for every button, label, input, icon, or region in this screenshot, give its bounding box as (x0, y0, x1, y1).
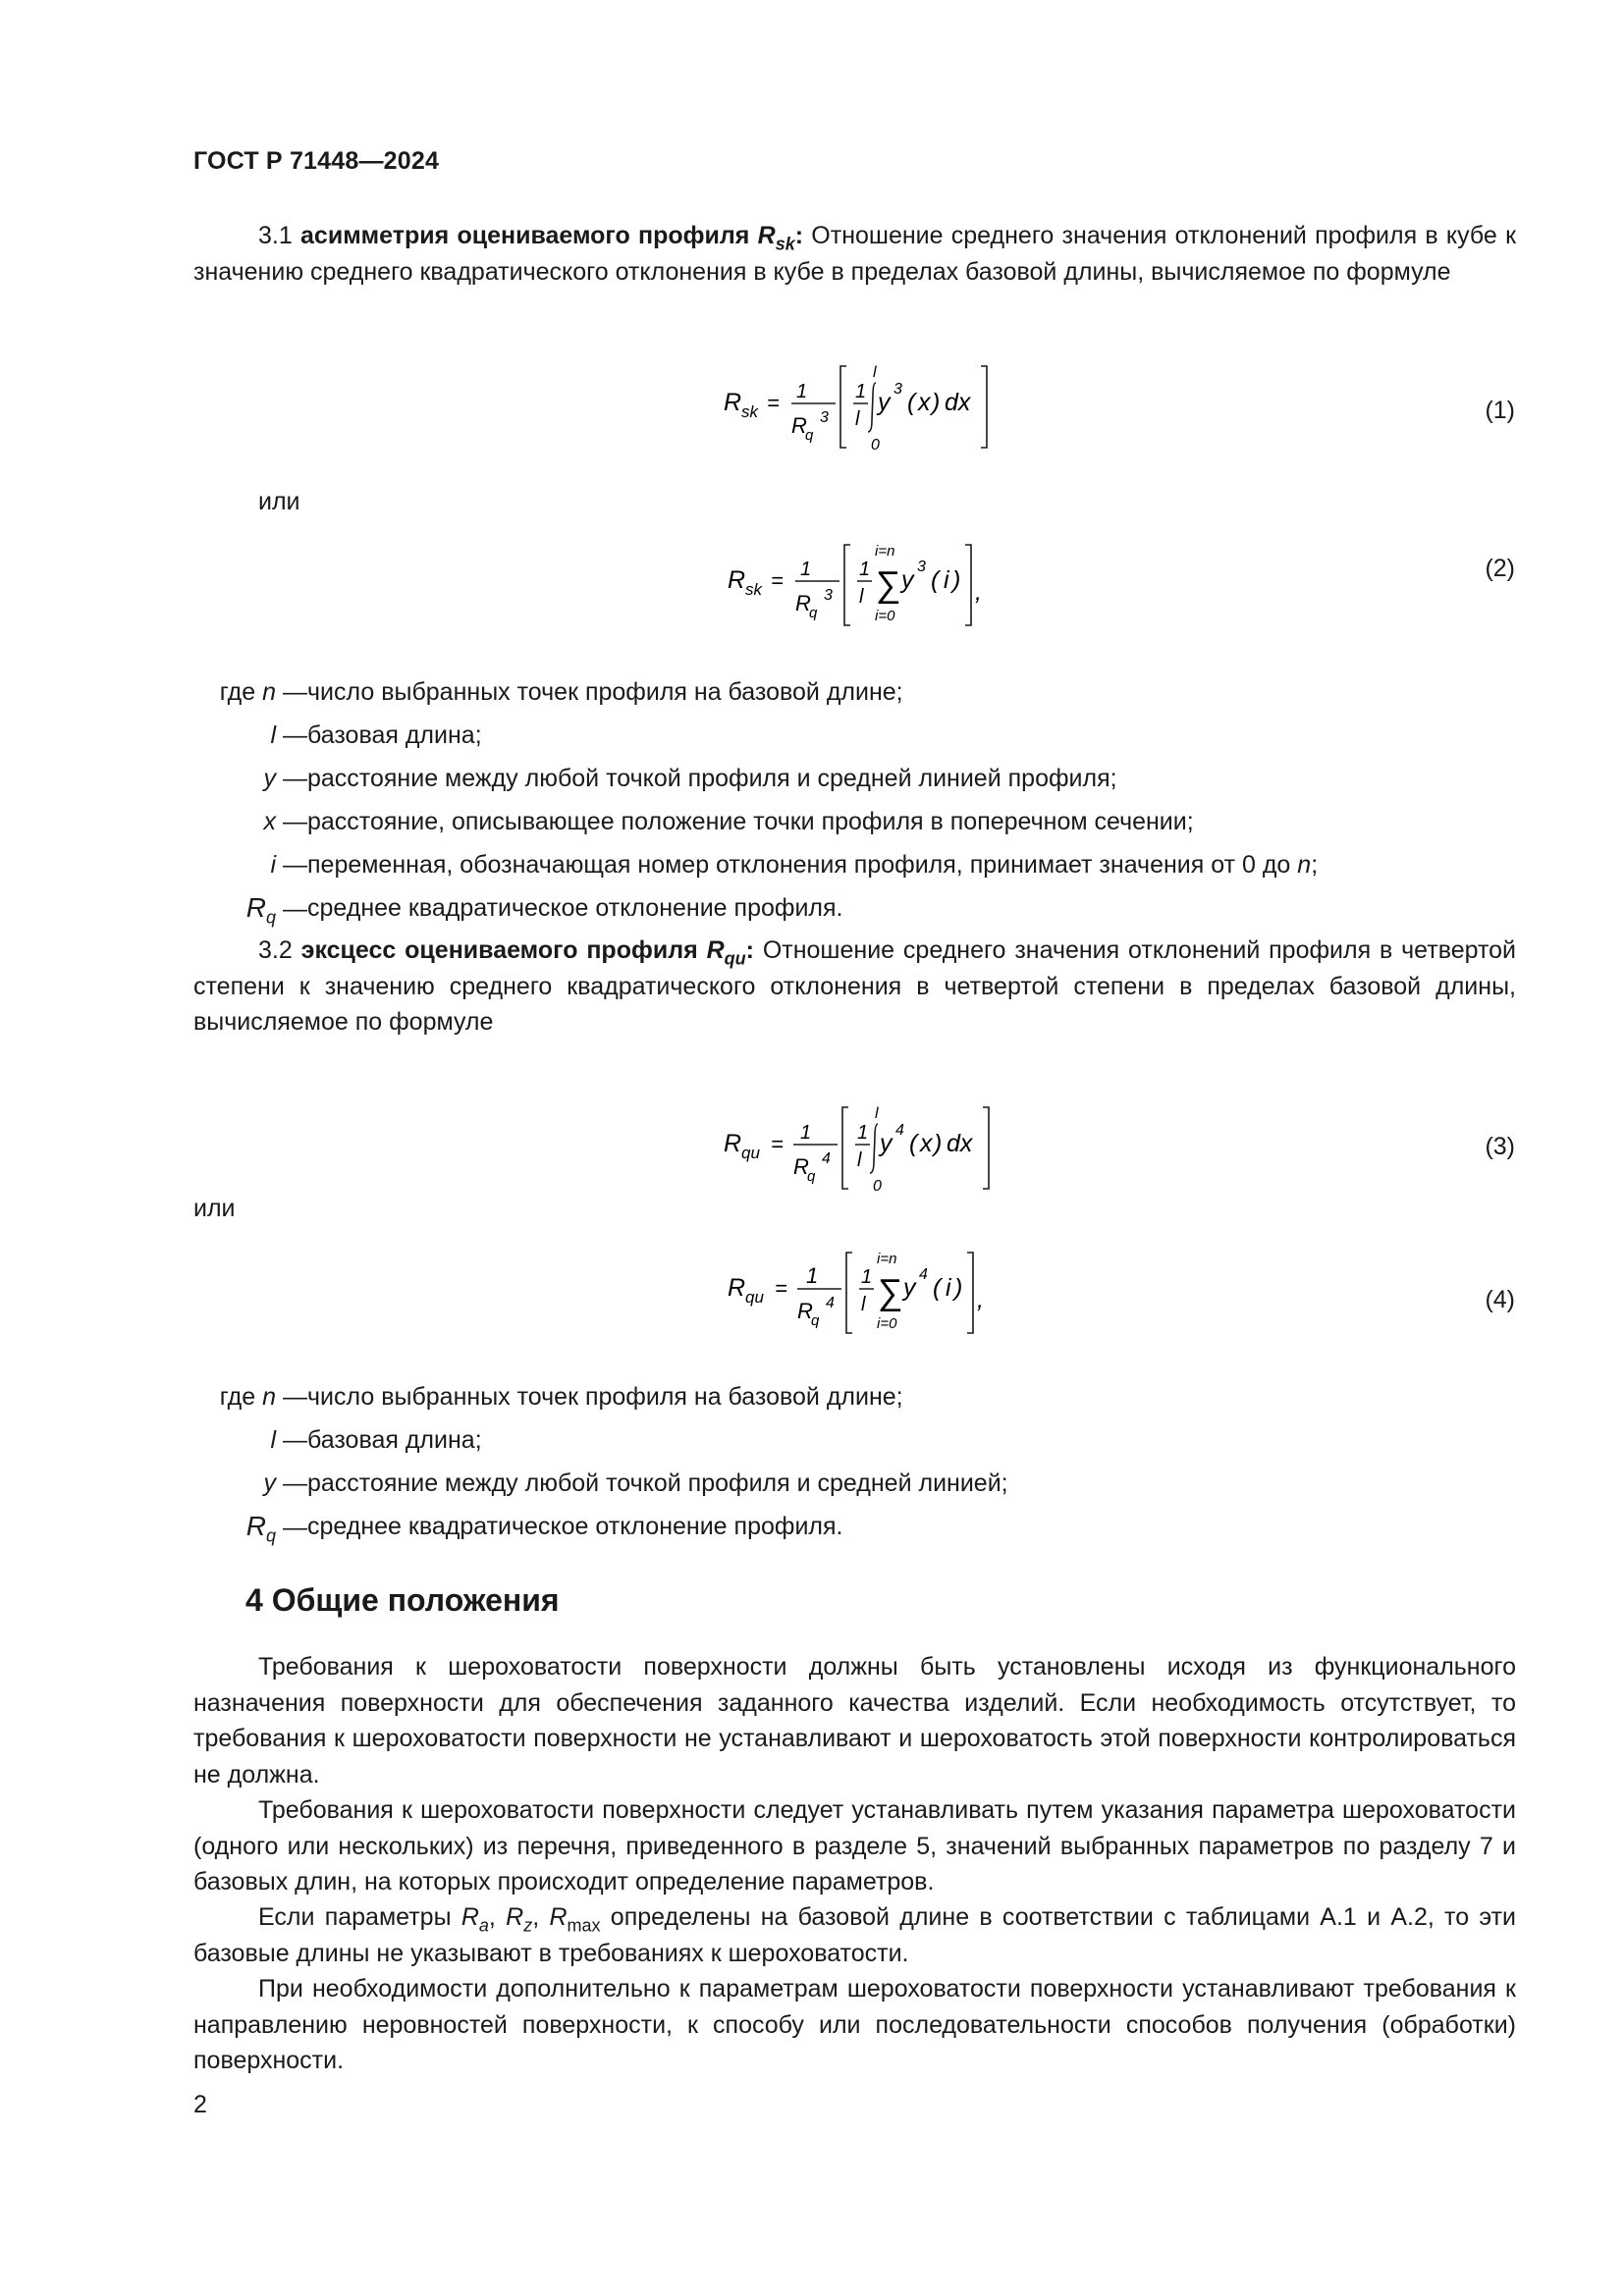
svg-text:(: ( (907, 389, 916, 416)
svg-text:(: ( (933, 1274, 942, 1302)
term-symbol: $R_{qu}$ (706, 936, 746, 969)
definitions-list-2 (193, 1375, 1516, 1548)
definition-row: $R_q$ — среднее квадратическое отклонение профиля. (245, 892, 843, 928)
svg-text:i=n: i=n (875, 543, 895, 560)
svg-text:,: , (975, 578, 982, 606)
formula-number: (3) (1485, 1133, 1515, 1160)
svg-text:i=0: i=0 (877, 1315, 897, 1332)
paragraph: Если параметры $R_a$, $R_z$, $R_{max}$ определены на базовой длине в соответствии с таблицами А.1 и А.2, то эти базовые длины не указывают в требованиях к шероховатости. (193, 1903, 1517, 1967)
svg-text:): ) (954, 1274, 963, 1302)
definition-row: y — расстояние между любой точкой профиля и средней линией; (263, 1469, 1008, 1497)
definition-row: $R_q$ — среднее квадратическое отклонение профиля. (245, 1511, 843, 1546)
term-definition: Отношение среднего значения отклонений профиля в кубе к значению среднего квадратического отклонения в кубе в пределах базовой длины, вычисляемое по формуле (193, 222, 1517, 286)
svg-text:): ) (932, 389, 941, 416)
svg-text:(: ( (931, 566, 940, 594)
paragraph: Требования к шероховатости поверхности следует устанавливать путем указания параметра шероховатости (одного или нескольких) из перечня, приведенного в разделе 5, значений выбранных параметров по разделу 7 и базовых длин, на которых происходит определение параметров. (193, 1796, 1516, 1896)
svg-text:1: 1 (796, 381, 808, 402)
svg-text:3: 3 (820, 409, 829, 426)
definition-row: где n — число выбранных точек профиля на базовой длине; (219, 1383, 903, 1411)
svg-text:i=0: i=0 (875, 608, 895, 624)
definition-row: l — базовая длина; (270, 1426, 482, 1454)
svg-text:l: l (873, 364, 877, 381)
svg-text:qu: qu (741, 1144, 760, 1162)
svg-text:dx: dx (945, 389, 971, 416)
svg-text:1: 1 (800, 1122, 812, 1144)
svg-text:∑: ∑ (875, 563, 900, 604)
svg-text:0: 0 (871, 437, 880, 454)
formula-1 (0, 361, 1624, 459)
clause-number: 3.1 (258, 222, 293, 249)
svg-text:0: 0 (873, 1178, 882, 1195)
svg-text:1: 1 (806, 1263, 819, 1288)
term-symbol: $R_{sk}$ (757, 222, 795, 254)
svg-text:1: 1 (800, 559, 812, 580)
paragraph: Требования к шероховатости поверхности должны быть установлены исходя из функционального назначения поверхности для обеспечения заданного качества изделий. Если необходимость отсутствует, то требования к шероховатости поверхности не устанавливают и шероховатость этой поверхности контролироваться не должна. (193, 1653, 1516, 1789)
svg-text:): ) (934, 1130, 943, 1157)
svg-text:sk: sk (741, 402, 758, 421)
svg-text:i: i (944, 566, 949, 594)
svg-text:4: 4 (895, 1122, 904, 1139)
svg-text:1: 1 (859, 559, 871, 580)
svg-text:∑: ∑ (877, 1271, 902, 1311)
definitions-list-1 (193, 670, 1516, 930)
svg-text:3: 3 (893, 381, 902, 398)
svg-text:1: 1 (855, 381, 867, 402)
clause-number: 3.2 (258, 936, 293, 964)
document-id: ГОСТ Р 71448—2024 (193, 147, 440, 175)
svg-text:=: = (767, 391, 780, 415)
formula-3 (0, 1102, 1624, 1201)
definition-row: x — расстояние, описывающее положение точки профиля в поперечном сечении; (263, 808, 1194, 835)
page-number: 2 (193, 2091, 207, 2118)
paragraph: При необходимости дополнительно к параметрам шероховатости поверхности устанавливают требования к направлению неровностей поверхности, к способу или последовательности способов получения (обработки) поверхности. (193, 1975, 1516, 2074)
svg-text:R: R (791, 413, 807, 438)
formula-2 (0, 535, 1624, 633)
svg-text:=: = (775, 1276, 787, 1301)
svg-text:=: = (771, 568, 784, 593)
definition-row: l — базовая длина; (270, 721, 482, 749)
svg-text:l: l (861, 1294, 866, 1315)
formula-number: (1) (1485, 397, 1515, 424)
definition-row: где n — число выбранных точек профиля на базовой длине; (219, 678, 903, 706)
svg-text:R: R (724, 389, 742, 416)
svg-text:qu: qu (745, 1288, 764, 1307)
svg-text:dx: dx (947, 1130, 973, 1157)
svg-text:3: 3 (824, 587, 833, 604)
section-heading: 4 Общие положения (245, 1582, 560, 1618)
formula-1-graphic (0, 361, 1624, 459)
svg-text:4: 4 (919, 1266, 928, 1283)
formula-4 (0, 1243, 1624, 1341)
clause-3-2: 3.2 эксцесс оцениваемого профиля $R_{qu}$: Отношение среднего значения отклонений профиля в четвертой степени к значению среднего квадратического отклонения в четвертой степени в пределах базовой длины, вычисляемое по формуле (193, 936, 1517, 1036)
svg-text:i: i (946, 1274, 951, 1302)
svg-text:R: R (797, 1299, 813, 1323)
term: асимметрия оцениваемого профиля (300, 222, 750, 249)
formula-number: (2) (1485, 555, 1515, 582)
svg-text:q: q (807, 1168, 816, 1185)
svg-text:1: 1 (857, 1122, 869, 1144)
svg-text:y: y (901, 566, 914, 594)
svg-text:): ) (952, 566, 961, 594)
formula-3-graphic (0, 1102, 1624, 1201)
svg-text:l: l (859, 586, 864, 608)
svg-text:l: l (855, 408, 860, 430)
svg-text:=: = (771, 1132, 784, 1156)
definition-row: i — переменная, обозначающая номер отклонения профиля, принимает значения от 0 до n; (270, 851, 1319, 879)
svg-text:y: y (880, 1130, 893, 1157)
svg-text:l: l (857, 1149, 862, 1171)
svg-text:1: 1 (861, 1266, 873, 1288)
svg-text:4: 4 (826, 1295, 835, 1311)
term: эксцесс оцениваемого профиля (300, 936, 698, 964)
svg-text:l: l (875, 1105, 879, 1122)
formula-2-graphic (0, 535, 1624, 633)
clause-3-1: 3.1 асимметрия оцениваемого профиля $R_{sk}$: Отношение среднего значения отклонений профиля в кубе к значению среднего квадратического отклонения в кубе в пределах базовой длины, вычисляемое по формуле (193, 222, 1517, 286)
svg-text:q: q (805, 427, 814, 444)
svg-text:3: 3 (917, 559, 926, 575)
svg-text:y: y (903, 1274, 916, 1302)
svg-text:R: R (728, 1274, 746, 1302)
svg-text:x: x (920, 1130, 933, 1157)
term-definition: Отношение среднего значения отклонений профиля в четвертой степени к значению среднего квадратического отклонения в четвертой степени в пределах базовой длины, вычисляемое по формуле (193, 936, 1517, 1036)
svg-text:x: x (918, 389, 931, 416)
svg-text:R: R (724, 1130, 742, 1157)
svg-text:R: R (795, 591, 811, 615)
svg-text:(: ( (909, 1130, 918, 1157)
svg-text:4: 4 (822, 1150, 831, 1167)
svg-text:i=n: i=n (877, 1251, 897, 1267)
formula-4-graphic (0, 1243, 1624, 1341)
svg-text:q: q (809, 605, 818, 621)
definition-row: y — расстояние между любой точкой профиля и средней линией профиля; (263, 765, 1117, 792)
formula-number: (4) (1485, 1286, 1515, 1313)
svg-text:q: q (811, 1312, 820, 1329)
or-word: или (193, 1195, 236, 1222)
or-word: или (258, 488, 300, 515)
svg-text:,: , (977, 1286, 984, 1313)
svg-text:R: R (793, 1154, 809, 1179)
svg-text:sk: sk (745, 580, 762, 599)
svg-text:R: R (728, 566, 746, 594)
svg-text:y: y (878, 389, 891, 416)
